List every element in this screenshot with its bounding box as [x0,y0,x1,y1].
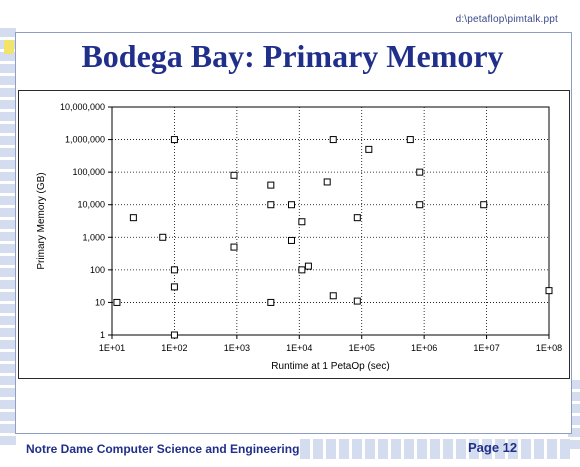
y-tick-label: 100 [89,264,105,275]
y-tick-label: 10,000 [77,199,105,210]
data-point [231,244,237,250]
data-point [330,293,336,299]
data-point [171,284,177,290]
x-tick-label: 1E+01 [98,343,126,353]
footer-institution: Notre Dame Computer Science and Engineering [26,442,300,456]
data-point [171,137,177,143]
y-tick-label: 10,000,000 [59,102,105,112]
slide-decoration-accent [4,40,14,54]
data-point [366,146,372,152]
file-path: d:\petaflop\pimtalk.ppt [455,14,558,25]
scatter-chart [19,91,569,378]
x-tick-label: 1E+07 [473,343,500,353]
data-point [268,299,274,305]
data-point [299,267,305,273]
x-axis-label: Runtime at 1 PetaOp (sec) [271,361,390,372]
x-tick-label: 1E+05 [348,343,375,353]
data-point [305,263,311,269]
y-axis-label: Primary Memory (GB) [36,172,47,270]
x-tick-label: 1E+06 [411,343,438,353]
x-tick-label: 1E+04 [286,343,313,353]
data-point [268,202,274,208]
x-tick-label: 1E+08 [535,343,563,353]
data-point [324,179,330,185]
chart-panel [18,90,570,379]
page-number: Page 12 [468,440,518,455]
data-point [231,172,237,178]
data-point [268,182,274,188]
y-tick-label: 1 [99,330,105,340]
data-point [130,215,136,221]
data-point [160,234,166,240]
data-point [481,202,487,208]
data-point [407,137,413,143]
y-tick-label: 100,000 [72,167,105,178]
data-point [171,267,177,273]
data-point [417,169,423,175]
data-point [171,332,177,338]
slide-title: Bodega Bay: Primary Memory [81,38,504,74]
data-point [417,202,423,208]
slide-decoration-left [0,28,16,448]
data-point [354,298,360,304]
data-point [114,299,120,305]
x-tick-label: 1E+02 [161,343,188,353]
data-point [288,237,294,243]
data-point [299,219,305,225]
slide-decoration-bottom [300,439,570,459]
data-point [330,137,336,143]
y-tick-label: 10 [94,297,105,308]
data-point [354,215,360,221]
data-point [288,202,294,208]
data-point [546,288,552,294]
y-tick-label: 1,000 [82,232,105,243]
y-tick-label: 1,000,000 [64,134,105,145]
x-tick-label: 1E+03 [223,343,250,353]
